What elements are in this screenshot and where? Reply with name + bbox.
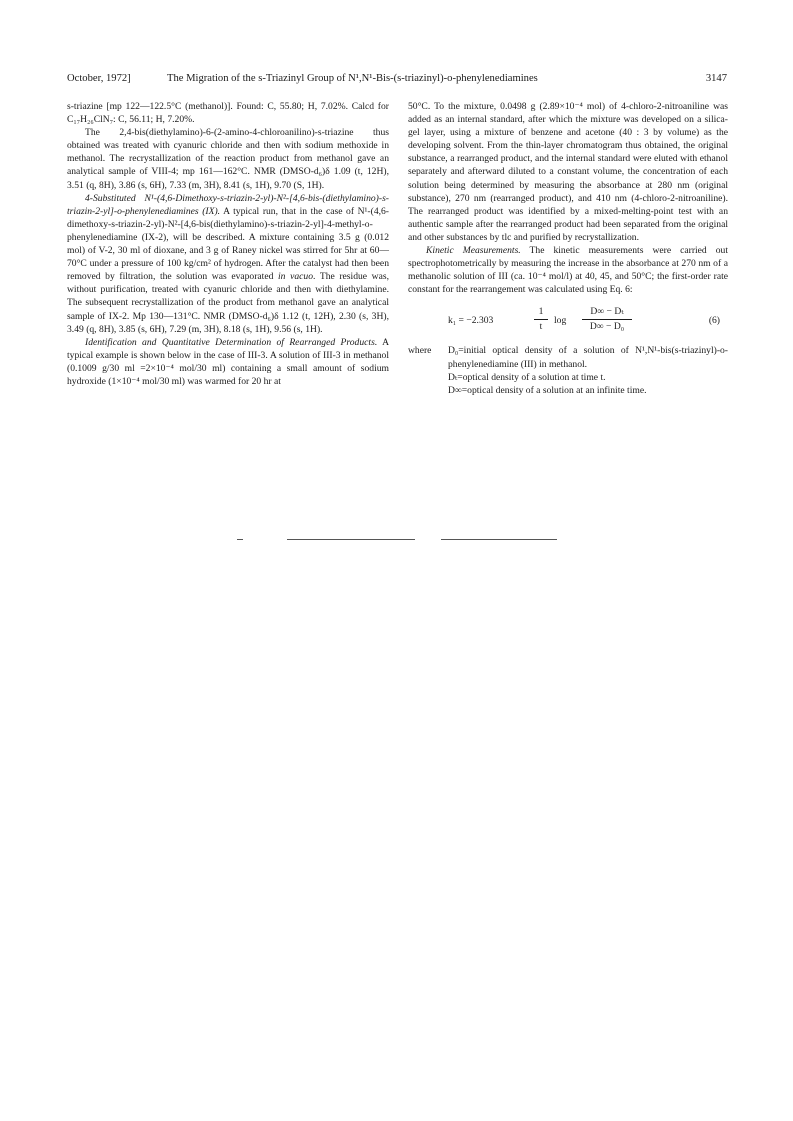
definition: D∞=optical density of a solution at an infinite time. xyxy=(448,384,647,396)
equation-6 xyxy=(408,302,728,340)
fraction xyxy=(534,305,548,332)
paragraph-text: A typical example is shown below in the case of III-3. A solution of III-3 in methanol (0.1009 g/30 ml =2×10⁻⁴ mol/30 ml) containing a small amount of sodium hydroxide (1×10⁻⁴ mol/30 ml) was warmed for 20 hr at xyxy=(67,336,389,387)
definition: Dₜ=optical density of a solution at time t. xyxy=(448,371,606,383)
paragraph-text: . The residue was, without purification, treated with cyanuric chloride and then with diethylamine. The subsequent recrystallization of the product from methanol gave an analytical sample of IX-2. Mp 130—131°C. NMR (DMSO-d₆)δ 1.12 (t, 12H), 2.30 (s, 3H), 3.49 (q, 8H), 3.85 (s, 6H), 7.29 (m, 3H), 8.18 (s, 1H), 9.56 (s, 1H). xyxy=(67,271,389,335)
paragraph xyxy=(67,192,389,336)
separator-rule xyxy=(287,539,415,540)
page-number: 3147 xyxy=(705,73,727,84)
right-column xyxy=(408,100,728,397)
paragraph xyxy=(408,244,728,296)
paragraph: The 2,4-bis(diethylamino)-6-(2-amino-4-chloroanilino)-s-triazine thus obtained was treated with cyanuric chloride and then with sodium methoxide in methanol. The recrystallization of the reaction product from methanol gave an analytical sample of VIII-4; mp 161—162°C. NMR (DMSO-d₆)δ 1.09 (t, 12H), 3.51 (q, 8H), 3.86 (s, 6H), 7.33 (m, 3H), 8.41 (s, 1H), 9.70 (S, 1H). xyxy=(67,127,389,191)
separator-rule xyxy=(237,539,243,540)
fraction-denominator: t xyxy=(539,320,543,332)
section-heading: Identification and Quantitative Determination of Rearranged Products. xyxy=(85,336,378,348)
fraction-numerator: 1 xyxy=(534,305,548,319)
paragraph xyxy=(67,336,389,388)
where-block xyxy=(408,344,728,396)
equation-lhs: k₁ = −2.303 xyxy=(448,315,494,327)
header-date: October, 1972] xyxy=(67,73,131,84)
running-header xyxy=(67,73,727,87)
header-title: The Migration of the s-Triazinyl Group of N¹,N¹-Bis-(s-triazinyl)-o-phenylenediamines xyxy=(167,73,538,84)
fraction-denominator: D∞ − D₀ xyxy=(589,320,625,332)
equation-number: (6) xyxy=(708,315,720,327)
paragraph-text: The kinetic measurements were carried out spectrophotometrically by measuring the increase in the absorbance at 270 nm of a methanolic solution of III (ca. 10⁻⁴ mol/l) at 40, 45, and 50°C; the first-order rate constant for the rearrangement was calculated using Eq. 6: xyxy=(408,245,728,296)
separator-rule xyxy=(441,539,557,540)
section-heading: Kinetic Measurements. xyxy=(426,245,521,257)
log-operator: log xyxy=(554,315,567,327)
left-column xyxy=(67,100,389,388)
fraction xyxy=(582,305,632,332)
paragraph-text: A typical run, that in the case of N¹-(4,6-dimethoxy-s-triazin-2-yl)-N²-[4,6-bis(diethylamino)-s-triazin-2-yl]-4-methyl-o-phenylenediamine (IX-2), will be described. A mixture containing 3.5 g (0.012 mol) of V-2, 30 ml of dioxane, and 3 g of Raney nickel was stirred for 5hr at 60—70°C under a pressure of 100 kg/cm² of hydrogen. After the catalyst had then been removed by filtration, the solution was evaporated xyxy=(67,205,390,283)
paragraph: s-triazine [mp 122—122.5°C (methanol)]. Found: C, 55.80; H, 7.02%. Calcd for C₁₇H₂₆ClN₇: C, 56.11; H, 7.20%. xyxy=(67,101,389,126)
italic-text: in vacuo xyxy=(278,271,313,283)
definition: D₀=initial optical density of a solution of N¹,N¹-bis(s-triazinyl)-o-phenylenediamine (III) in methanol. xyxy=(448,345,728,370)
paragraph: 50°C. To the mixture, 0.0498 g (2.89×10⁻⁴ mol) of 4-chloro-2-nitroaniline was added as an internal standard, after which the mixture was developed on a silica-gel layer, using a mixture of benzene and acetone (40 : 3 by volume) as the developing solvent. From the thin-layer chromatogram thus obtained, the original substance, a rearranged product, and the internal standard were eluted with ethanol separately and afterward diluted to a constant volume, the concentration of each solution being determined by measuring the absorbance at 280 nm (original substance), 270 nm (rearranged product), and 410 nm (4-chloro-2-nitroaniline). The rearranged product was identified by a mixed-melting-point test with an authentic sample after the rearranged product had been separated from the original and other substances by tlc and purified by recrystallization. xyxy=(408,101,728,243)
fraction-numerator: D∞ − Dₜ xyxy=(582,305,632,319)
section-heading: 4-Substituted N¹-(4,6-Dimethoxy-s-triazin-2-yl)-N²-[4,6-bis-(diethylamino)-s-triazin-2-yl]-o-phenylenediamines (IX). xyxy=(67,192,389,217)
definitions xyxy=(448,344,728,396)
where-label: where xyxy=(408,345,432,357)
